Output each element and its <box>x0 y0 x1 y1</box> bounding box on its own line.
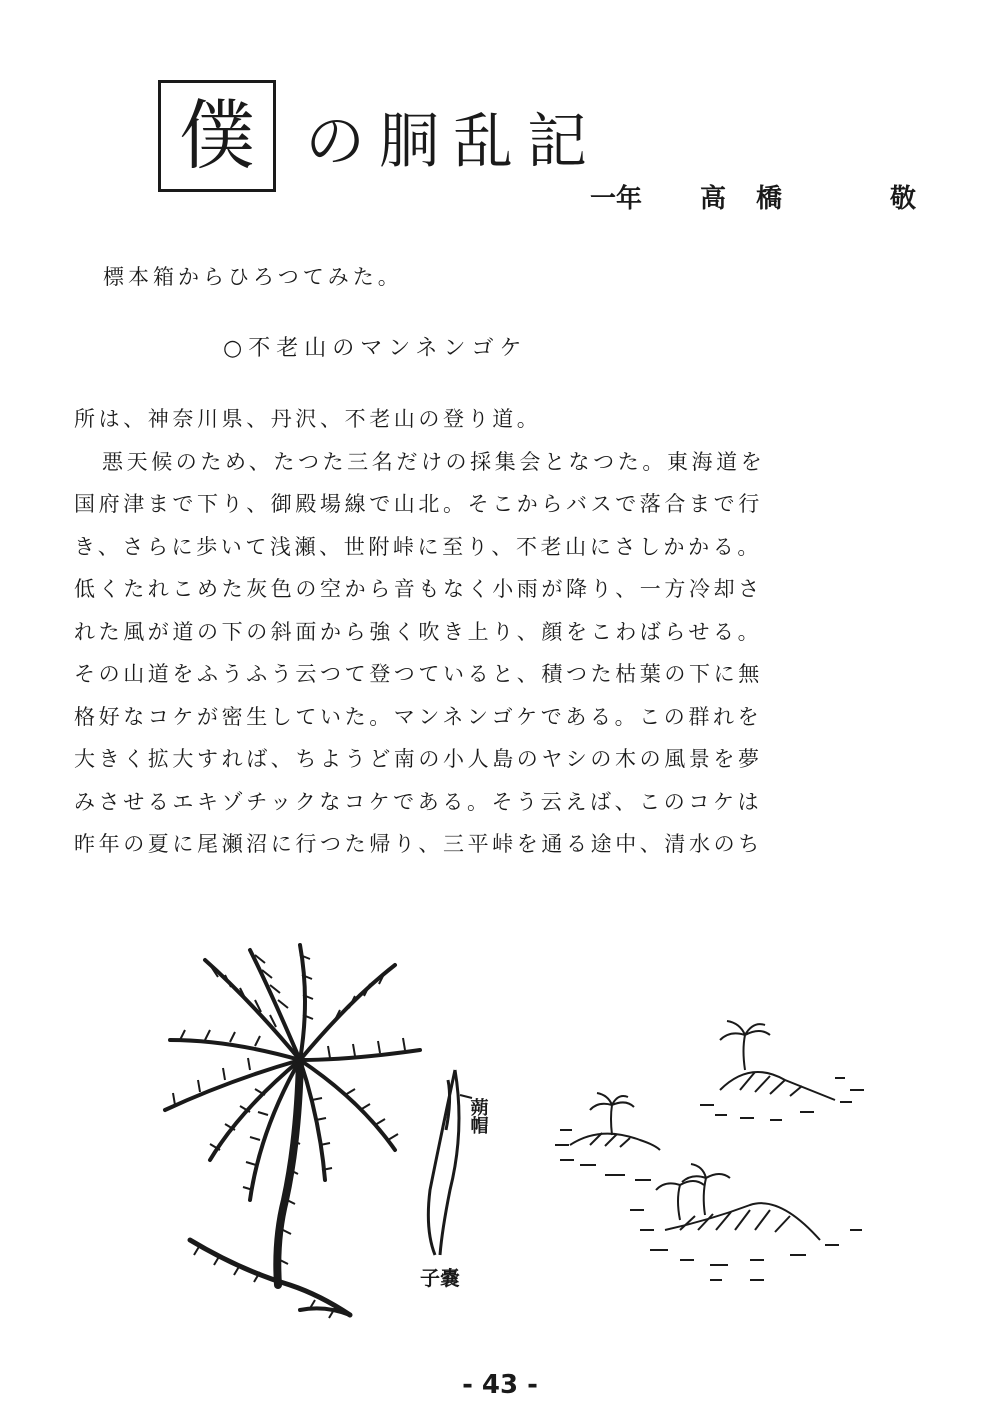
moss-illustration <box>150 940 870 1340</box>
moss-plant-drawing <box>165 945 420 1315</box>
text-line: き、さらに歩いて浅瀬、世附峠に至り、不老山にさしかかる。 <box>74 534 762 559</box>
body-text <box>74 398 940 866</box>
capsule-drawing <box>428 1070 472 1255</box>
capsule-label: 子嚢 <box>420 1266 460 1290</box>
intro-line: 標本箱からひろつてみた。 <box>103 265 403 289</box>
author-given-name: 敬 <box>890 184 917 214</box>
title-boxed-character <box>158 80 276 192</box>
palm-fronds <box>173 955 405 1318</box>
title-boxed-char-text: 僕 <box>179 91 255 180</box>
text-line: 悪天候のため、たつた三名だけの採集会となつた。東海道を <box>102 449 766 474</box>
page-number: - 43 - <box>462 1370 538 1400</box>
text-line: 低くたれこめた灰色の空から音もなく小雨が降り、一方冷却さ <box>74 577 763 601</box>
author-byline <box>590 186 916 212</box>
island-scene-drawing <box>555 1021 864 1280</box>
text-line: 昨年の夏に尾瀬沼に行つた帰り、三平峠を通る途中、清水のち <box>74 832 763 856</box>
text-line: 格好なコケが密生していた。マンネンゴケである。この群れを <box>74 704 763 729</box>
calyptra-label: 蒴帽 <box>467 1098 489 1134</box>
text-line: その山道をふうふう云つて登つていると、積つた枯葉の下に無 <box>74 662 763 686</box>
section-heading: ○不老山のマンネンゴケ <box>223 336 528 361</box>
text-line: みさせるエキゾチックなコケである。そう云えば、このコケは <box>74 789 763 814</box>
text-line: 大きく拡大すれば、ちようど南の小人島のヤシの木の風景を夢 <box>74 747 763 771</box>
text-line: 国府津まで下り、御殿場線で山北。そこからバスで落合まで行 <box>74 492 763 516</box>
author-class: 一年 <box>590 184 643 214</box>
author-family-name: 高橋 <box>700 184 813 214</box>
page-title: の胴乱記 <box>305 107 601 177</box>
text-line: 所は、神奈川県、丹沢、不老山の登り道。 <box>74 407 542 431</box>
text-line: れた風が道の下の斜面から強く吹き上り、顔をこわばらせる。 <box>74 619 763 644</box>
